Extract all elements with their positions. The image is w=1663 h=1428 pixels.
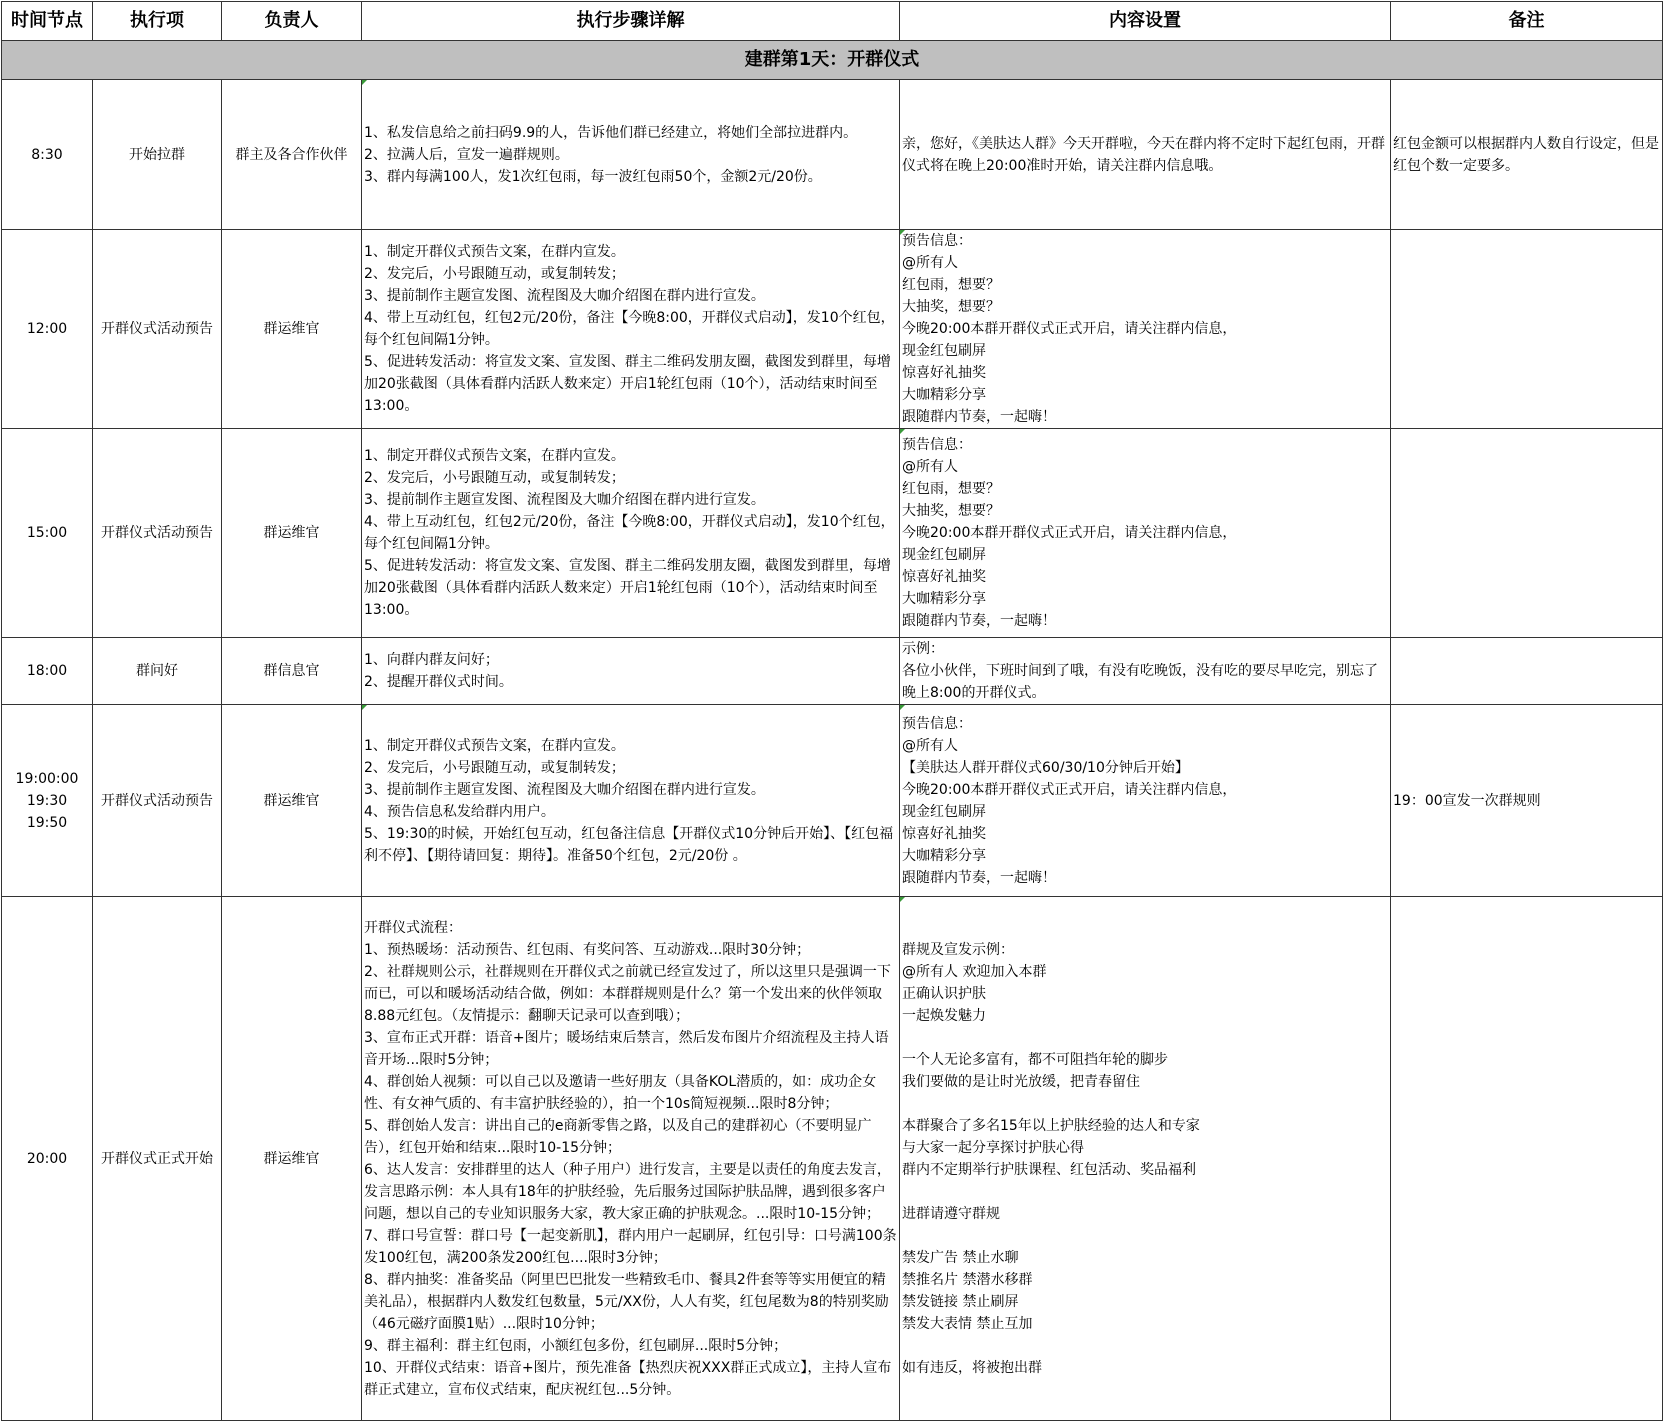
header-notes: 备注 [1391,2,1663,41]
header-owner: 负责人 [222,2,362,41]
table-row [2,230,1663,429]
item-cell: 开群仪式正式开始 [93,897,222,1421]
section-row [2,41,1663,80]
content-cell: 预告信息： @所有人 红包雨，想要？ 大抽奖，想要？ 今晚20:00本群开群仪式正式开启，请关注群内信息， 现金红包刷屏 惊喜好礼抽奖 大咖精彩分享 跟随群内节奏，一起嗨！ [900,230,1391,429]
item-cell: 开群仪式活动预告 [93,230,222,429]
steps-cell: 1、向群内群友问好； 2、提醒开群仪式时间。 [362,638,900,705]
time-cell: 12:00 [2,230,93,429]
table-row [2,638,1663,705]
time-cell: 15:00 [2,429,93,638]
header-row [2,2,1663,41]
steps-cell: 1、制定开群仪式预告文案，在群内宣发。 2、发完后，小号跟随互动，或复制转发； 3、提前制作主题宣发图、流程图及大咖介绍图在群内进行宣发。 4、带上互动红包，红包2元/20份，备注【今晚8:00，开群仪式启动】，发10个红包，每个红包间隔1分钟。 5、促进转发活动：将宣发文案、宣发图、群主二维码发朋友圈，截图发到群里，每增加20张截图（具体看群内活跃人数来定）开启1轮红包雨（10个），活动结束时间至13:00。 [362,230,900,429]
table-row [2,897,1663,1421]
steps-cell: 1、制定开群仪式预告文案，在群内宣发。 2、发完后，小号跟随互动，或复制转发； 3、提前制作主题宣发图、流程图及大咖介绍图在群内进行宣发。 4、带上互动红包，红包2元/20份，备注【今晚8:00，开群仪式启动】，发10个红包，每个红包间隔1分钟。 5、促进转发活动：将宣发文案、宣发图、群主二维码发朋友圈，截图发到群里，每增加20张截图（具体看群内活跃人数来定）开启1轮红包雨（10个），活动结束时间至13:00。 [362,429,900,638]
owner-cell: 群信息官 [222,638,362,705]
owner-cell: 群运维官 [222,230,362,429]
content-cell: 示例： 各位小伙伴，下班时间到了哦，有没有吃晚饭，没有吃的要尽早吃完，别忘了晚上8:00的开群仪式。 [900,638,1391,705]
table-row [2,429,1663,638]
content-cell: 预告信息： @所有人 红包雨，想要？ 大抽奖，想要？ 今晚20:00本群开群仪式正式开启，请关注群内信息， 现金红包刷屏 惊喜好礼抽奖 大咖精彩分享 跟随群内节奏，一起嗨！ [900,429,1391,638]
time-cell: 20:00 [2,897,93,1421]
content-cell: 亲，您好，《美肤达人群》今天开群啦，今天在群内将不定时下起红包雨，开群仪式将在晚上20:00准时开始，请关注群内信息哦。 [900,80,1391,230]
notes-cell [1391,638,1663,705]
content-cell: 预告信息： @所有人 【美肤达人群开群仪式60/30/10分钟后开始】 今晚20:00本群开群仪式正式开启，请关注群内信息， 现金红包刷屏 惊喜好礼抽奖 大咖精彩分享 跟随群内节奏，一起嗨！ [900,705,1391,897]
steps-cell: 1、制定开群仪式预告文案，在群内宣发。 2、发完后，小号跟随互动，或复制转发； 3、提前制作主题宣发图、流程图及大咖介绍图在群内进行宣发。 4、预告信息私发给群内用户。 5、19:30的时候，开始红包互动，红包备注信息【开群仪式10分钟后开始】、【红包福利不停】、【期待请回复：期待】。准备50个红包，2元/20份 。 [362,705,900,897]
table-row [2,80,1663,230]
item-cell: 开始拉群 [93,80,222,230]
owner-cell: 群运维官 [222,897,362,1421]
steps-cell: 1、私发信息给之前扫码9.9的人，告诉他们群已经建立，将她们全部拉进群内。 2、拉满人后，宣发一遍群规则。 3、群内每满100人，发1次红包雨，每一波红包雨50个，金额2元/20份。 [362,80,900,230]
owner-cell: 群主及各合作伙伴 [222,80,362,230]
notes-cell [1391,897,1663,1421]
notes-cell: 19：00宣发一次群规则 [1391,705,1663,897]
content-cell: 群规及宣发示例： @所有人 欢迎加入本群 正确认识护肤 一起焕发魅力 一个人无论多富有，都不可阻挡年轮的脚步 我们要做的是让时光放缓，把青春留住 本群聚合了多名15年以上护肤经验的达人和专家 与大家一起分享探讨护肤心得 群内不定期举行护肤课程、红包活动、奖品福利 进群请遵守群规 禁发广告 禁止水聊 禁推名片 禁潜水移群 禁发链接 禁止刷屏 禁发大表情 禁止互加 如有违反，将被抱出群 [900,897,1391,1421]
schedule-table [1,1,1663,1421]
table-row [2,705,1663,897]
item-cell: 群问好 [93,638,222,705]
header-time: 时间节点 [2,2,93,41]
time-cell: 19:00:00 19:30 19:50 [2,705,93,897]
steps-cell: 开群仪式流程： 1、预热暖场：活动预告、红包雨、有奖问答、互动游戏...限时30分钟； 2、社群规则公示，社群规则在开群仪式之前就已经宣发过了，所以这里只是强调一下而已，可以和暖场活动结合做，例如：本群群规则是什么？第一个发出来的伙伴领取8.88元红包。（友情提示：翻聊天记录可以查到哦）； 3、宣布正式开群：语音+图片；暖场结束后禁言，然后发布图片介绍流程及主持人语音开场...限时5分钟； 4、群创始人视频：可以自己以及邀请一些好朋友（具备KOL潜质的，如：成功企女性、有女神气质的、有丰富护肤经验的），拍一个10s简短视频...限时8分钟； 5、群创始人发言：讲出自己的e商新零售之路，以及自己的建群初心（不要明显广告），红包开始和结束...限时10-15分钟； 6、达人发言：安排群里的达人（种子用户）进行发言，主要是以责任的角度去发言，发言思路示例：本人具有18年的护肤经验，先后服务过国际护肤品牌，遇到很多客户问题，想以自己的专业知识服务大家，教大家正确的护肤观念。...限时10-15分钟； 7、群口号宣誓：群口号【一起变新肌】，群内用户一起刷屏，红包引导：口号满100条发100红包，满200条发200红包....限时3分钟； 8、群内抽奖：准备奖品（阿里巴巴批发一些精致毛巾、餐具2件套等等实用便宜的精美礼品），根据群内人数发红包数量，5元/XX份，人人有奖，红包尾数为8的特别奖励（46元磁疗面膜1贴）...限时10分钟； 9、群主福利：群主红包雨，小额红包多份，红包刷屏...限时5分钟； 10、开群仪式结束：语音+图片，预先准备【热烈庆祝XXX群正式成立】，主持人宣布群正式建立，宣布仪式结束，配庆祝红包...5分钟。 [362,897,900,1421]
notes-cell [1391,429,1663,638]
time-cell: 8:30 [2,80,93,230]
notes-cell: 红包金额可以根据群内人数自行设定，但是红包个数一定要多。 [1391,80,1663,230]
header-item: 执行项 [93,2,222,41]
item-cell: 开群仪式活动预告 [93,705,222,897]
item-cell: 开群仪式活动预告 [93,429,222,638]
header-content: 内容设置 [900,2,1391,41]
notes-cell [1391,230,1663,429]
owner-cell: 群运维官 [222,705,362,897]
owner-cell: 群运维官 [222,429,362,638]
section-title: 建群第1天：开群仪式 [2,41,1663,80]
header-steps: 执行步骤详解 [362,2,900,41]
time-cell: 18:00 [2,638,93,705]
